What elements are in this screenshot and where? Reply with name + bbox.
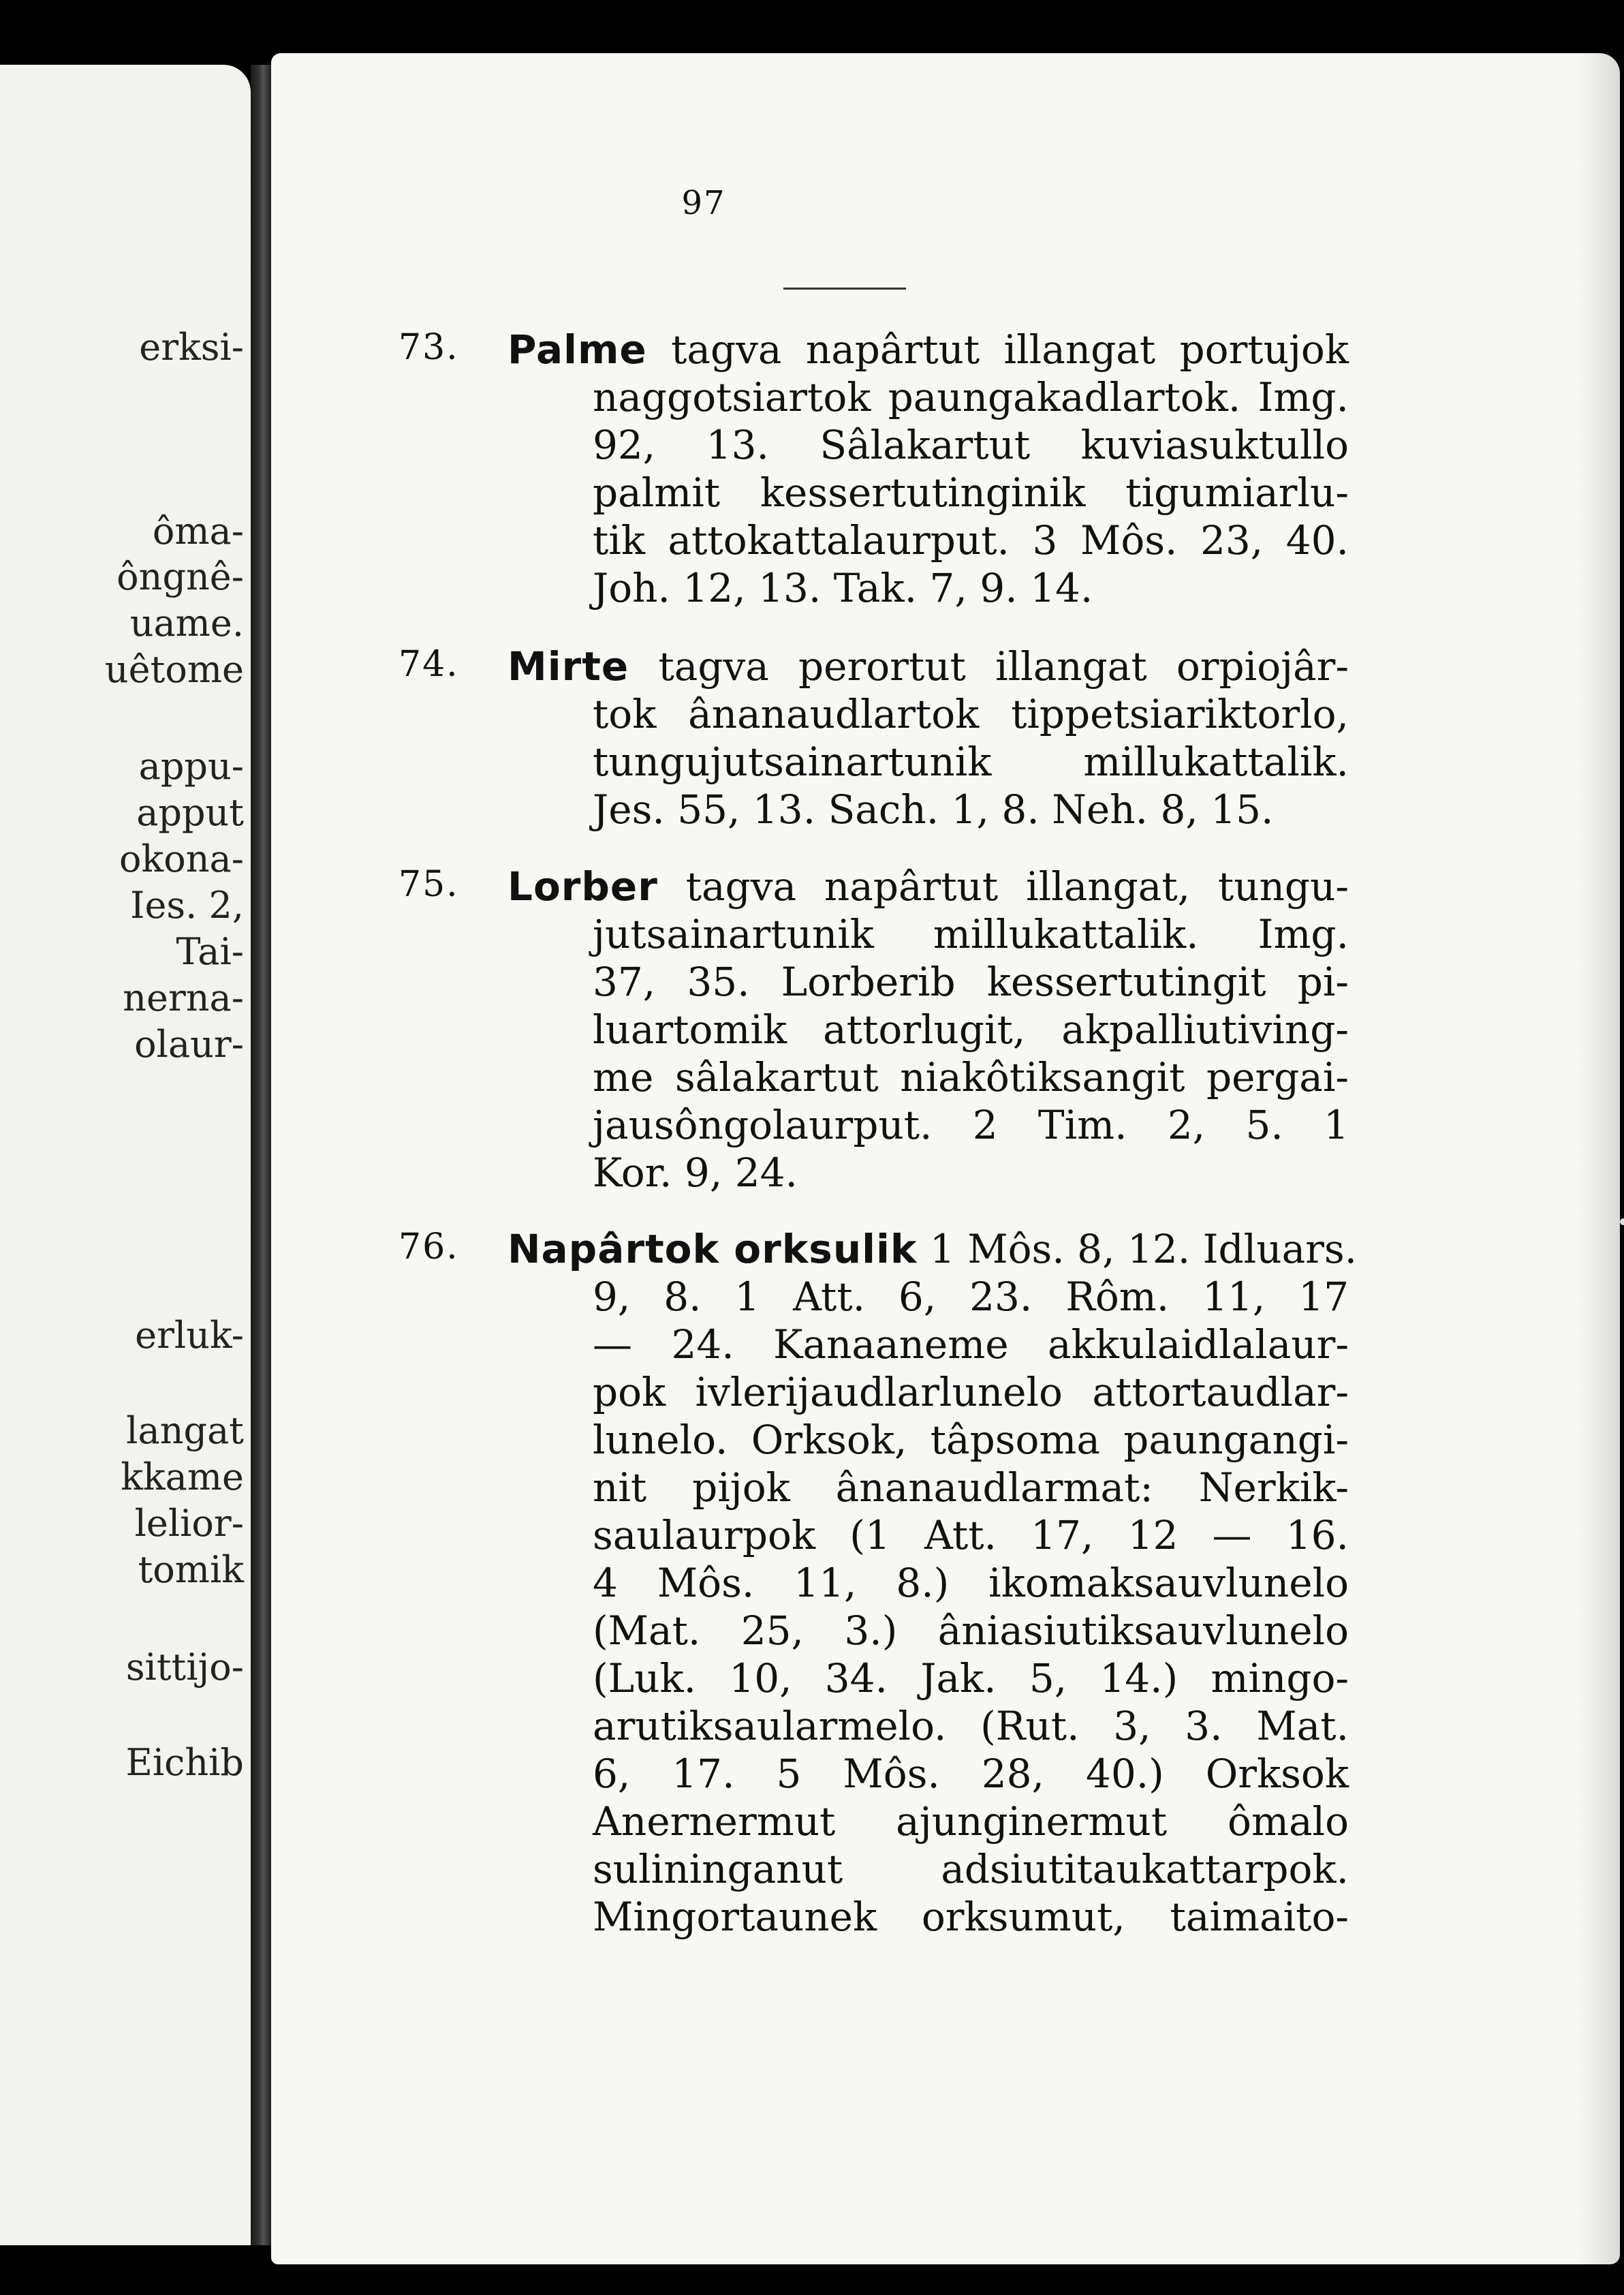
left-text-line: Tai- — [176, 930, 244, 973]
entry-line: Jes. 55, 13. Sach. 1, 8. Neh. 8, 15. — [593, 786, 1274, 833]
left-text-line: kkame — [121, 1455, 244, 1498]
entry-line: (Mat. 25, 3.) âniasiutiksauvlunelo — [593, 1607, 1349, 1654]
entry-first-line — [507, 863, 1349, 910]
left-text-line: apput — [136, 791, 244, 834]
left-text-line: Eichib — [125, 1741, 244, 1784]
entry-first-line — [507, 1225, 1358, 1273]
entry-line: tungujutsainartunik millukattalik. — [593, 739, 1349, 785]
entry-headword: Mirte — [507, 643, 629, 690]
entry-line: sulininganut adsiutitaukattarpok. — [593, 1846, 1349, 1892]
entry-number: 76. — [399, 1227, 459, 1267]
entry-line: pok ivlerijaudlarlunelo attortaudlar- — [593, 1369, 1349, 1415]
entry-line: naggotsiartok paungakadlartok. Img. — [593, 374, 1349, 420]
entry-line: 4 Môs. 11, 8.) ikomaksauvlunelo — [593, 1560, 1349, 1606]
left-text-line: olaur- — [134, 1023, 244, 1066]
left-text-line: lelior- — [134, 1502, 244, 1545]
entry-line: saulaurpok (1 Att. 17, 12 — 16. — [593, 1512, 1349, 1558]
entry-line: tok ânanaudlartok tippetsiariktorlo, — [593, 691, 1349, 737]
page-edge-shadow — [1579, 53, 1620, 2264]
entry-line: (Luk. 10, 34. Jak. 5, 14.) mingo- — [593, 1655, 1349, 1701]
entry-line: jutsainartunik millukattalik. Img. — [593, 911, 1349, 957]
entry-headword: Lorber — [507, 863, 658, 910]
entry-line: jausôngolaurput. 2 Tim. 2, 5. 1 — [593, 1102, 1349, 1148]
left-text-line: nerna- — [123, 976, 244, 1019]
left-text-line: uêtome — [104, 648, 244, 691]
left-text-line: ôma- — [152, 510, 244, 553]
entry-text: tagva napârtut illangat portujok — [671, 326, 1349, 373]
entry-line: palmit kessertutinginik tigumiarlu- — [593, 469, 1349, 516]
left-text-line: Ies. 2, — [130, 884, 244, 927]
entry-line: Mingortaunek orksumut, taimaito- — [593, 1894, 1349, 1940]
entry-headword: Palme — [507, 326, 647, 373]
entry-number: 73. — [399, 327, 459, 368]
entry-line: 6, 17. 5 Môs. 28, 40.) Orksok — [593, 1751, 1349, 1797]
left-text-line: uame. — [129, 602, 244, 645]
entry-text: tagva napârtut illangat, tungu- — [685, 863, 1349, 910]
entry-line: nit pijok ânanaudlarmat: Nerkik- — [593, 1464, 1349, 1511]
entry-text: tagva perortut illangat orpiojâr- — [658, 643, 1349, 690]
entry-number: 74. — [399, 644, 459, 685]
book-gutter — [251, 65, 271, 2245]
page-number: 97 — [681, 184, 726, 222]
left-text-line: langat — [126, 1409, 244, 1452]
left-text-line: appu- — [138, 745, 244, 788]
entry-line: 9, 8. 1 Att. 6, 23. Rôm. 11, 17 — [593, 1274, 1349, 1320]
entry-number: 75. — [399, 864, 459, 905]
left-text-line: okona- — [119, 837, 244, 880]
left-text-line: ôngnê- — [116, 555, 244, 598]
left-page-fragment — [0, 65, 251, 2245]
entry-line: Joh. 12, 13. Tak. 7, 9. 14. — [593, 565, 1093, 611]
entry-line: — 24. Kanaaneme akkulaidlalaur- — [593, 1321, 1349, 1368]
entry-text: 1 Môs. 8, 12. Idluars. — [929, 1226, 1358, 1272]
entry-line: luartomik attorlugit, akpalliutiving- — [593, 1006, 1349, 1053]
left-text-line: erksi- — [139, 326, 244, 369]
left-text-line: tomik — [138, 1548, 244, 1591]
entry-first-line — [507, 643, 1349, 690]
left-text-line: erluk- — [135, 1314, 244, 1357]
paper-speck — [1620, 1218, 1624, 1225]
entry-headword: Napârtok orksulik — [507, 1226, 918, 1272]
entry-line: lunelo. Orksok, tâpsoma paungangi- — [593, 1417, 1349, 1463]
entry-line: tik attokattalaurput. 3 Môs. 23, 40. — [593, 517, 1349, 564]
entry-first-line — [507, 326, 1349, 373]
left-text-line: sittijo- — [125, 1646, 244, 1689]
entry-line: me sâlakartut niakôtiksangit pergai- — [593, 1054, 1349, 1100]
entry-line: 37, 35. Lorberib kessertutingit pi- — [593, 959, 1349, 1005]
entry-line: Kor. 9, 24. — [593, 1150, 798, 1196]
entry-line: arutiksaularmelo. (Rut. 3, 3. Mat. — [593, 1703, 1349, 1749]
page-number-rule — [783, 288, 906, 290]
entry-line: 92, 13. Sâlakartut kuviasuktullo — [593, 422, 1349, 468]
entry-line: Anernermut ajunginermut ômalo — [593, 1798, 1349, 1845]
